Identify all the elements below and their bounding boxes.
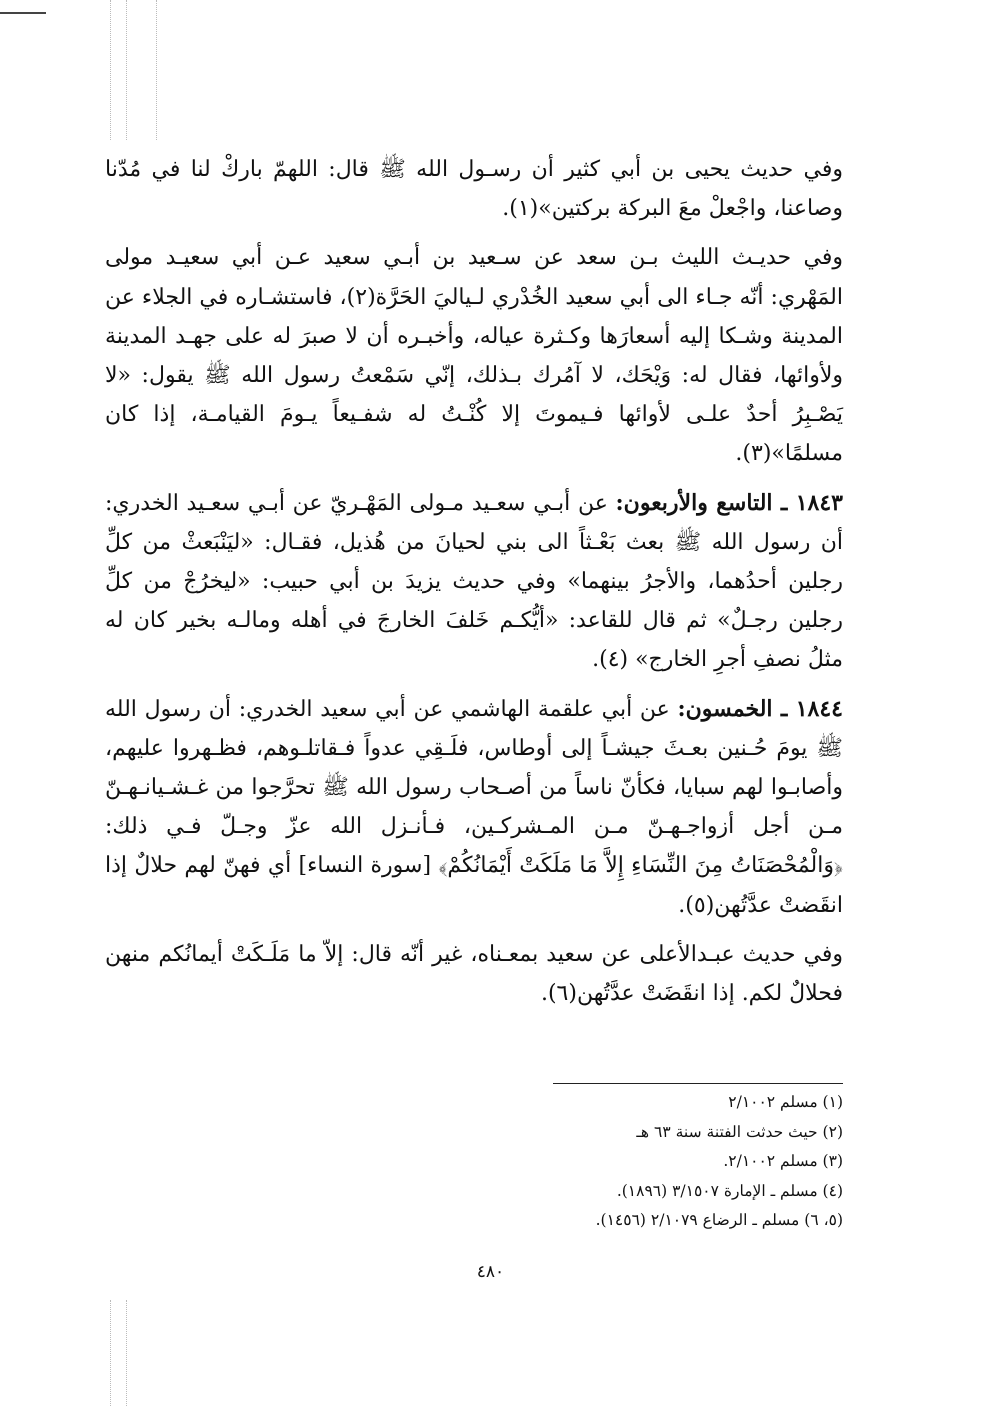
paragraph [105,150,843,228]
paragraph-text: وفي حديث عبـدالأعلى عن سعيد بمعـناه، غير أنّه قال: إلاّ ما مَلَـكَتْ أيمانُكم منهن فحلالٌ لكم. إذا انقَضَتْ عدَّتُهن(٦). [105,941,843,1007]
footnote: (٥، ٦) مسلم ـ الرضاع ٢/١٠٧٩ (١٤٥٦). [595,1211,843,1230]
paragraph [105,690,843,925]
paragraph-text: عن أبي علقمة الهاشمي عن أبي سعيد الخدري: أن رسول الله ﷺ يومَ حُـنين بعـثَ جيشـاً إلى أوطاس، فلَـقِي عدواً فـقاتلـوهم، فظـهروا عليهم، وأصابـوا لهم سبايا، فكأنّ ناساً من أصـحاب رسول الله ﷺ تحرَّجوا من غـشـيانـهـنّ مـن أجل أزواجـهـنّ مـن المـشركـين، فـأنـزل الله عزّ وجـلّ فـي ذلك: ﴿وَالْمُحْصَنَاتُ مِنَ النِّسَاءِ إِلاَّ مَا مَلَكَتْ أَيْمَانُكُمْ﴾ [سورة النساء] أي فهنّ لهم حلالٌ إذا انقَضتْ عدَّتُهن(٥). [105,696,843,918]
footnote: (٣) مسلم ٢/١٠٠٢. [723,1152,843,1171]
page-body [105,150,843,1013]
scan-corner-mark [0,12,46,14]
paragraph [105,935,843,1013]
scan-margin-line [156,0,157,140]
hadith-number: ١٨٤٤ ـ الخمسون: [677,695,843,722]
footnotes [105,1083,843,1236]
footnote-divider [553,1083,843,1084]
scan-margin-line [126,1300,127,1406]
hadith-number: ١٨٤٣ ـ التاسع والأربعون: [615,489,843,516]
page-number: ٤٨٠ [476,1262,505,1282]
paragraph-text: وفي حديـث الليث بـن سعد عن سـعيد بن أبـي سعيد عـن أبي سعيـد مولى المَهْري: أنّه جـاء الى أبي سعيد الخُدْري لـياليَ الحَرَّة(٢)، فاستشـاره في الجلاء عن المدينة وشـكا إليه أسعارَها وكـثرة عياله، وأخبـره أن لا صبرَ له على جهـد المدينة ولأوائها، فقال له: وَيْحَك، لا آمُرك بـذلك، إنّي سَمْعتُ رسول الله ﷺ يقول: «لا يَصْـبِرُ أحدٌ علـى لأوائها فـيموتَ إلا كُنْـتُ له شفـيعاً يـومَ القيامـة، إذا كان مسلمًا»(٣). [105,245,843,467]
paragraph-text: وفي حديث يحيى بن أبي كثير أن رسـول الله ﷺ قال: اللهمّ باركْ لنا في مُدّنا وصاعنا، واجْعلْ معَ البركة بركتين»(١). [105,157,843,222]
scan-margin-line [110,0,111,140]
footnote: (٢) حيث حدثت الفتنة سنة ٦٣ هـ [636,1122,843,1141]
footnote: (٤) مسلم ـ الإمارة ٣/١٥٠٧ (١٨٩٦). [616,1181,843,1200]
paragraph [105,238,843,473]
footnote: (١) مسلم ٢/١٠٠٢ [728,1093,843,1111]
scan-margin-line [110,1300,111,1406]
paragraph [105,484,843,680]
scan-margin-line [126,0,127,140]
paragraph-text: عن أبـي سعـيد مـولى المَهْـريّ عن أبـي سعـيد الخدري: أن رسول الله ﷺ بعث بَعْـثاً الى بني لحيانَ من هُذيل، فقـال: «ليَنْبَعثْ من كلِّ رجلين أحدُهما، والأجرُ بينهما» وفي حديث يزيدَ بن أبي حبيب: «ليخرُجْ من كلِّ رجلين رجـلٌ» ثم قال للقاعد: «أيُّكـم خَلفَ الخارجَ في أهله ومالـه بخير كان له مثلُ نصفِ أجرِ الخارج» (٤). [105,490,843,673]
